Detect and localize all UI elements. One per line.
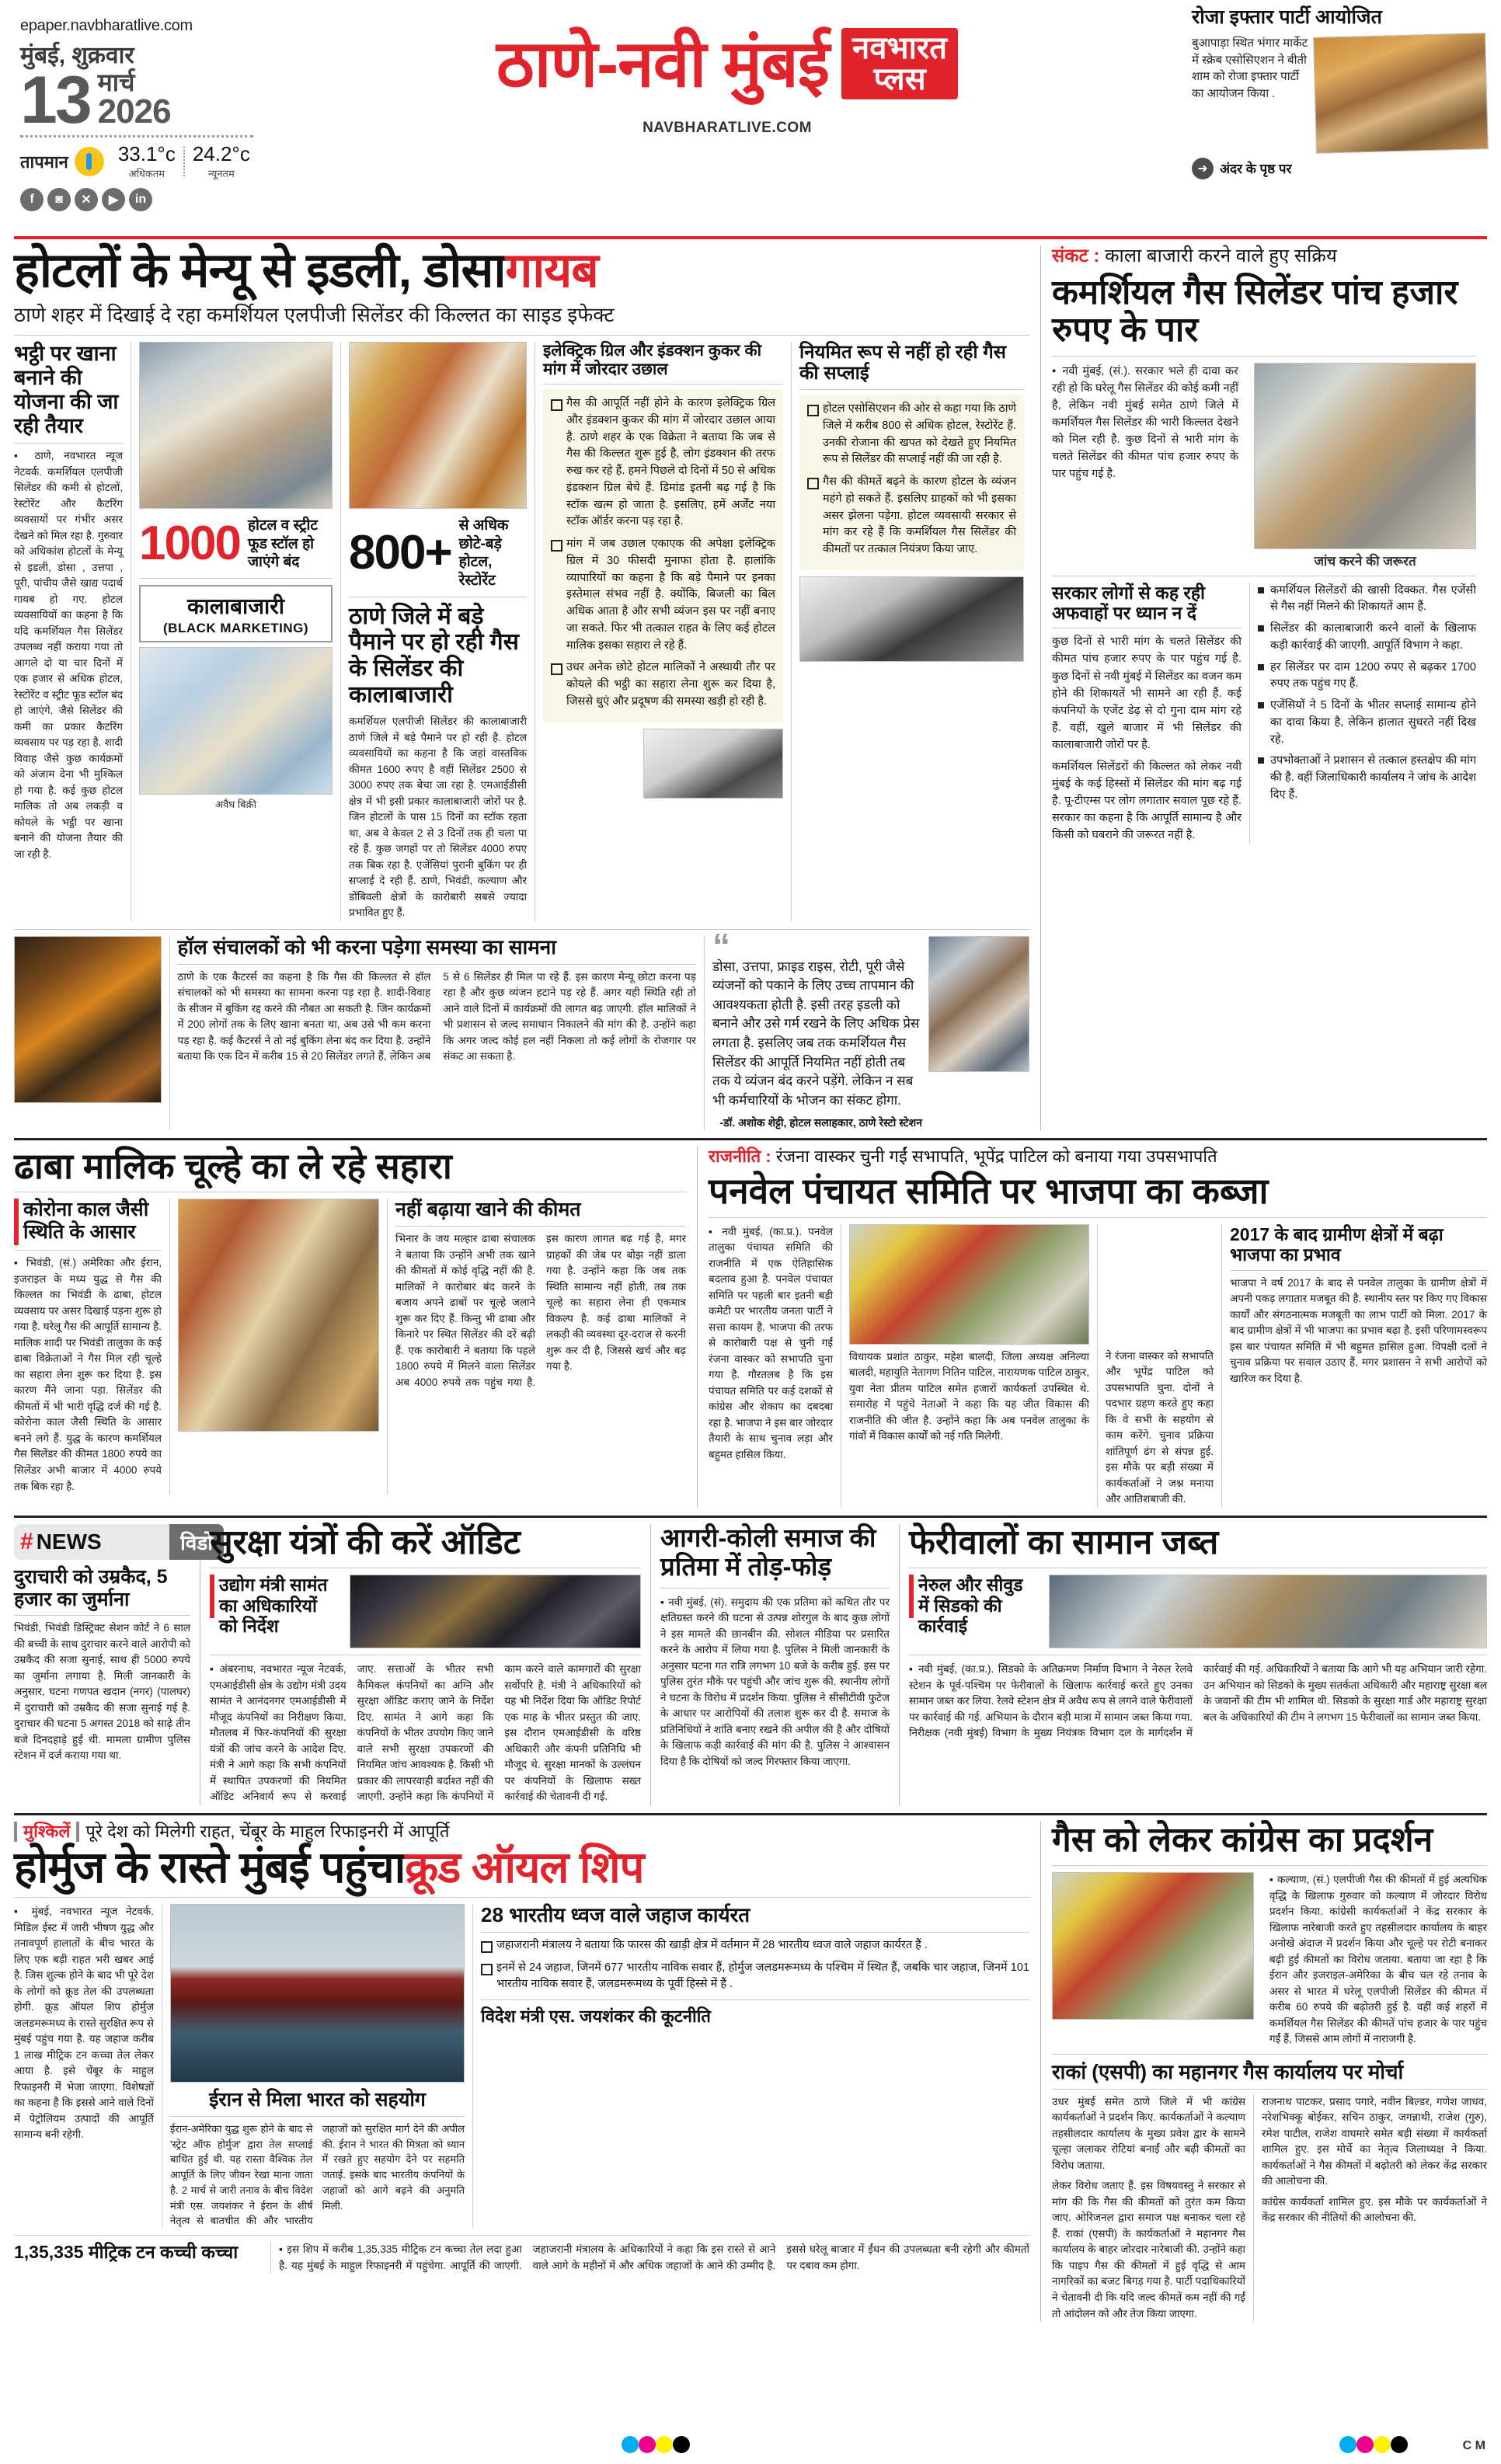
audit-subtitle: उद्योग मंत्री सामंत का अधिकारियों को निर्देश [219,1575,328,1637]
congress-article [1041,1822,1487,2322]
right-bullet: एजेंसियों ने 5 दिनों के भीतर सप्लाई सामान्य होने का दावा किया है, लेकिन हालात सुधरते नहीं दिख रहे. [1258,698,1476,748]
panvel-col-2 [841,1224,1097,1508]
oil-box-item: इनमें से 24 जहाज, जिनमें 677 भारतीय नाविक सवार हैं, होर्मुज जलडमरूमध्य के पश्चिम में स्थित हैं, जबकि चार जहाज, जिनमें 101 भारतीय नाविक सवार हैं, जलडमरूमध्य के पूर्वी हिस्से में हैं . [481,1960,1029,1994]
thermometer-icon [75,147,104,176]
right-bullet-list [1258,583,1476,804]
statue-body: ▪ नवी मुंबई, (सं). समुदाय की एक प्रतिमा को कथित तौर पर क्षतिग्रस्त करने की घटना से उत्पन्न शोरगुल के बाद कुछ लोगों ने इस मामले की छानबीन की. सोशल मीडिया पर प्रसारित करने के आरोप में लिया गया है. पुलिस ने मिली जानकारी के अनुसार घटना गत रात्रि लगभग 10 बजे के करीब हुई. इस पर पुलिस तुरंत मौके पर पहुंची और जांच शुरू की. स्थानीय लोगों ने घटना के विरोध में प्रदर्शन किया. पुलिस ने सीसीटीवी फुटेज के आधार पर आरोपियों की तलाश शुरू कर दी है. समाज के प्रतिनिधियों ने शांति बनाए रखने की अपील की है और दोषियों के खिलाफ कड़ी कार्रवाई की मांग की है. पुलिस ने आश्वासन दिया है कि दोषियों को जल्द गिरफ्तार किया जाएगा. [660,1596,890,1767]
panvel-col-1 [709,1224,841,1508]
oil-bottom-body: ▪ इस शिप में करीब 1,35,335 मीट्रिक टन कच्चा तेल लदा हुआ है. यह मुंबई के माहुल रिफाइनरी में पहुंचेगा. आपूर्ति की जाएगी. जहाजरानी मंत्रालय के अधिकारियों ने कहा कि इस रास्ते से आने वाले आगे के महीनों में और अधिक जहाजों के आने की उम्मीद है. इससे घरेलू बाजार में ईंधन की उपलब्धता बनी रहेगी और कीमतों पर दबाव कम होगा. [279,2243,1029,2271]
lead-headline-black: होटलों के मेन्यू से इडली, डोसा [14,244,506,298]
congress-side-title: राकां (एसपी) का महानगर गैस कार्यालय पर मोर्चा [1052,2059,1404,2083]
right-top [1052,363,1476,569]
section-oil-congress [14,1822,1487,2322]
supply-item: होटल एसोसिएशन की ओर से कहा गया कि ठाणे जिले में करीब 800 से अधिक होटल, रेस्टोरेंट हैं. उनकी रोजाना की खपत को देखते हुए नियमित रूप से सिलेंडर की सप्लाई नहीं की जा रही है. [807,401,1016,468]
oil-bottom-number: 1,35,335 मीट्रिक टन कच्ची कच्चा [14,2242,239,2263]
black-marketing-box [139,585,333,642]
congress-col-1 [1052,1872,1262,2048]
dateline [20,62,270,137]
dhaba-col-3 [387,1199,686,1495]
oil-col-3 [472,1904,1029,2229]
oil-headline-red: क्रूड ऑयल शिप [405,1843,644,1892]
stat-800-text: से अधिक छोटे-बड़े होटल, रेस्टोरेंट [458,517,509,590]
right-kicker-text: काला बाजारी करने वाले हुए सक्रिय [1105,245,1337,266]
date-month: मार्च [97,68,135,96]
congress-body-1: ▪ कल्याण, (सं.) एलपीजी गैस की कीमतों में हुई अत्यधिक वृद्धि के खिलाफ गुरुवार को कल्याण में जोरदार विरोध प्रदर्शन किया. कांग्रेसी कार्यकर्ताओं ने केंद्र सरकार के खिलाफ नारेबाजी करते हुए तहसीलदार कार्यालय के बाहर अनोखे अंदाज में प्रदर्शन किया और चूल्हे पर रोटी बनाकर बढ़ी हुई कीमतों का विरोध जताया. बताया जा रहा है कि ईरान और इजराइल-अमेरिका के बीच चल रहे तनाव के असर से भारत में घरेलू एलपीजी सिलेंडर की कीमत में करीब 60 रुपये की बढ़ोतरी हुई है. वहीं कई शहरों में कमर्शियल गैस सिलेंडर की कीमतें पांच हजार के पार पहुंच गईं हैं, जिससे आम लोगों में नाराजगी है. [1269,1874,1487,2045]
stat-1000-text: होटल व स्ट्रीट फूड स्टॉल हो जाएंगे बंद [247,517,318,571]
audit-photo [350,1575,641,1648]
panvel-col-3 [1097,1224,1221,1508]
masthead [14,0,1487,233]
promo-photo [1313,33,1489,154]
arrow-icon: ➜ [1192,158,1214,179]
hash-icon: # [20,1528,33,1554]
congress-photo [1052,1872,1254,2020]
dhaba-col-1 [14,1199,169,1495]
lead-headline-red: गायब [505,244,598,298]
logo-badge-line2: प्लस [873,62,926,96]
promo-more-label: अंदर के पृष्ठ पर [1220,162,1292,177]
logo [270,28,1184,99]
electric-box [543,389,783,722]
logo-title: ठाणे-नवी मुंबई [496,27,830,100]
lead-headline [14,245,1029,296]
quote-mark-icon: “ [712,925,730,966]
promo-text: बुआपाड़ा स्थित भंगार मार्केट में स्क्रेब एसोसिएशन ने बीती शाम को रोजा इफ्तार पार्टी का आयोजन किया . [1192,36,1308,100]
accent-bar [909,1575,914,1618]
date-year: 2026 [97,92,171,131]
lead-subhead: ठाणे शहर में दिखाई दे रहा कमर्शियल एलपीजी सिलेंडर की किल्लत का साइड इफेक्ट [14,303,615,327]
divider-section-3 [14,1813,1487,1815]
dhaba-right-body: भिनार के जय मल्हार ढाबा संचालक ने बताया कि उन्होंने अभी तक खाने की कीमतों में कोई वृद्धि नहीं की है. मालिकों ने कारोबार बंद करने के बजाय अपने ढाबों पर चूल्हे जलाने शुरू कर दिए हैं. किन्तु भी ढाबा और किनारे पर स्थित सिलेंडर की दरें बढ़ी हैं. एक कारोबारी ने बताया कि पहले 1800 रुपये में मिलने वाला सिलेंडर अब 4000 रुपये तक पहुंच गया है. इस कारण लागत बढ़ गई है, मगर ग्राहकों की जेब पर बोझ नहीं डाला गया है. उन्होंने कहा कि जब तक स्थिति सामान्य नहीं होती, तब तक चूल्हे का सहारा लेना ही एकमात्र विकल्प है. कई ढाबा मालिकों ने लकड़ी की व्यवस्था दूर-दराज से करनी शुरू कर दी है, जिससे खर्च और बढ़ गया है. [395,1233,686,1388]
right-body-2: कुछ दिनों से भारी मांग के चलते सिलेंडर की कीमत पांच हजार रुपए के पार पहुंच गई है. कुछ दिनों से नवी मुंबई में सिलेंडर का वजन कम होने की शिकायतें भी सामने आ रही हैं. कई कंपनियों के एजेंट डेढ़ से दो गुना दाम मांग रहे हैं. वहीं, खुले बाजार में भी सिलेंडर की कालाबाजारी जोरों पर है. [1052,635,1242,751]
facebook-icon[interactable]: f [20,188,44,211]
right-kicker-label: संकट : [1052,245,1100,266]
iran-body: ईरान-अमेरिका युद्ध शुरू होने के बाद से 'स्ट्रेट ऑफ होर्मुज' द्वारा तेल सप्लाई बाधित हुई थी. यह रास्ता वैश्विक तेल आपूर्ति के लिए जीवन रेखा माना जाता है. 2 मार्च से जारी तनाव के बीच विदेश मंत्री एस. जयशंकर ने ईरान के शीर्ष नेतृत्व से बातचीत की और भारतीय जहाजों को सुरक्षित मार्ग देने की अपील की. ईरान ने भारत की मित्रता को ध्यान में रखते हुए सहयोग देने पर सहमति जताई. इसके बाद भारतीय कंपनियों के जहाजों को आगे बढ़ने की अनुमति मिली. [170,2122,465,2227]
accent-bar [210,1575,214,1618]
quote-text: डोसा, उत्तपा, फ्राइड राइस, रोटी, पूरी जैसे व्यंजनों को पकाने के लिए उच्च तापमान की आवश्यकता होती है. इसी तरह इडली को बनाने और उसे गर्म रखने के लिए अधिक प्रेस लगता है. इसलिए जब तक कमर्शियल गैस सिलेंडर की आपूर्ति नियमित नहीं होती तब तक ये व्यंजन बंद करने पड़ेंगे. लेकिन न सब भी कर्मचारियों के भोजन का संकट होगा. [712,959,920,1108]
black-marketing-title: कालाबाजारी [187,594,284,619]
panvel-photo [849,1224,1089,1345]
gas-shop-caption: जांच करने की जरूरत [1314,553,1416,569]
kitchen-photo [139,342,333,509]
supply-item: गैस की कीमतें बढ़ने के कारण होटल के व्यंजन महंगे हो सकते हैं. इसलिए ग्राहकों को भी इसका असर झेलना पड़ेगा. होटल व्यवसायी सरकार से मांग कर रहे हैं कि कमर्शियल गैस सिलेंडर की कीमतों पर तत्काल नियंत्रण किया जाए. [807,474,1016,559]
expert-portrait [928,936,1029,1072]
right-body-3: कमर्शियल सिलेंडरों की किल्लत को लेकर नवी मुंबई के कई हिस्सों में सिलेंडर की मांग बढ़ गई है. पू-टीएम्स पर लोग लगातार सवाल पूछ रहे हैं. सरकार का कहना है कि आपूर्ति सामान्य है और किसी को घबराने की जरूरत नहीं है. [1052,760,1242,841]
panvel-side-title: 2017 के बाद ग्रामीण क्षेत्रों में बढ़ा भाजपा का प्रभाव [1230,1223,1444,1265]
supply-headline: नियमित रूप से नहीं हो रही गैस की सप्लाई [799,341,1006,385]
cartoon-illustration [139,647,333,795]
temperature-label: तापमान [20,151,68,172]
dhaba-right-title: नहीं बढ़ाया खाने की कीमत [395,1199,581,1221]
right-bullets-col [1250,583,1476,844]
panvel-side [1221,1224,1487,1508]
logo-badge-line1: नवभारत [852,31,948,65]
oil-kicker-label: मुश्किलें [23,1821,71,1841]
hall-photo-col [14,936,169,1130]
stat-800-number: 800+ [349,525,451,579]
youtube-icon[interactable]: ▶ [102,188,125,211]
dhaba-photo [178,1199,379,1432]
temp-min-value: 24.2°c [192,142,250,165]
epaper-url[interactable]: epaper.navbharatlive.com [20,17,193,34]
dhaba-article [14,1147,698,1508]
panvel-body-1: ▪ नवी मुंबई, (का.प्र.). पनवेल तालुका पंचायत समिति की राजनीति में एक ऐतिहासिक बदलाव हुआ है. पनवेल पंचायत समिति पर पहली बार इतनी बड़ी कमेटी पर भारतीय जनता पार्टी ने सत्ता कायम है. भाजपा की तरफ से कारोबारी पक्ष से चुनी गईं रंजना वास्कर को सभापति चुना गया है. गौरतलब है कि इस पंचायत समिति पर कई दशकों से कांग्रेस और शेकाप का दबदबा रहा है. भाजपा ने इस बार जोरदार तैयारी के साथ चुनाव लड़ा और बहुमत हासिल किया. [709,1225,833,1460]
cmyk-marks-left [622,2436,690,2453]
lead-col-a [14,342,131,921]
news-video-body: भिवंडी, भिवंडी डिस्ट्रिक्ट सेशन कोर्ट ने 6 साल की बच्ची के साथ दुराचार करने वाले आरोपी को उम्रकैद की सजा सुनाई, साथ ही 5000 रुपये का जुर्माना लगाया है. मिली जानकारी के अनुसार, घटना गणपत खदान (नगर) (पालघर) में दुराचारी को उम्रकैद की सजा सुनाई गई है. दुराचार की घटना 5 अगस्त 2018 को साढ़े तीन बजे दिनदहाड़े हुई थी. मामला ग्रामीण पुलिस स्टेशन में दर्ज कराया गया था. [14,1622,190,1762]
oil-headline [14,1845,1029,1891]
panvel-kicker-label: राजनीति : [709,1146,771,1166]
statue-headline: आगरी-कोली समाज की प्रतिमा में तोड़-फोड़ [660,1523,876,1581]
congress-col-2 [1262,1872,1487,2048]
stat-1000 [139,517,333,572]
divider-section-2 [14,1516,1487,1518]
dhaba-headline: ढाबा मालिक चूल्हे का ले रहे सहारा [14,1145,452,1186]
section-four-up [14,1524,1487,1805]
promo-more-link[interactable] [1192,158,1487,179]
lead-col-b [131,342,340,921]
minister-title: विदेश मंत्री एस. जयशंकर की कूटनीति [481,2006,711,2027]
dhaba-left-body: ▪ भिवंडी, (सं.) अमेरिका और ईरान, इजराइल के मध्य युद्ध से गैस की किल्लत का भिवंडी के ढाबा, होटल व्यवसाय पर असर दिखाई पड़ना शुरू हो गया है. घरेलू गैस की आपूर्ति सामान्य है. मालिक शादी पर भिवंडी तालुका के कई ढाबा विक्रेताओं ने गैस मिल रही चूल्हे का सहारा लेना शुरू कर दिया है. इस कारण मैंने जाना पड़ा. सिलेंडर की कीमतों में भी भारी वृद्धि दर्ज की गई है. कोरोना काल जैसी स्थिति के आसार बनने लगे हैं. युद्ध के कारण कमर्शियल गैस सिलेंडर की कीमत 1800 रुपये का सिलेंडर अभी बाजार में 4000 रुपये तक बिक रहा है. [14,1257,162,1492]
masthead-left [14,0,270,211]
linkedin-icon[interactable]: in [129,188,152,211]
hawkers-headline: फेरीवालों का सामान जब्त [909,1523,1219,1561]
panvel-body-3: ने रंजना वास्कर को सभापति और भूपेंद्र पाटिल को उपसभापति चुना. दोनों ने पदभार ग्रहण करते हुए कहा कि वे सभी के सहयोग से काम करेंगे. चुनाव प्रक्रिया शांतिपूर्ण ढंग से संपन्न हुई. इस मौके पर बड़ी संख्या में कार्यकर्ताओं ने जश्न मनाया और आतिशबाजी की. [1106,1349,1214,1505]
right-photo-col [1246,363,1476,569]
hawkers-article [900,1524,1487,1805]
cartoon-caption: अवैध बिक्री [215,799,256,811]
temperature-min [185,142,258,180]
stat-800 [349,517,527,590]
oil-box-item: जहाजरानी मंत्रालय ने बताया कि फारस की खाड़ी क्षेत्र में वर्तमान में 28 भारतीय ध्वज वाले जहाज कार्यरत हैं . [481,1937,1029,1954]
right-body-1: ▪ नवी मुंबई, (सं.). सरकार भले ही दावा कर रही हो कि घरेलू गैस सिलेंडर की कोई कमी नहीं है, लेकिन नवी मुंबई समेत ठाणे जिले में कमर्शियल गैस सिलेंडर की भारी किल्लत देखने को मिल रही है. कुछ दिनों से भारी मांग के चलते सिलेंडर की कीमत पांच हजार रुपए के पार पहुंच गई है. [1052,364,1238,480]
panvel-headline: पनवेल पंचायत समिति पर भाजपा का कब्जा [709,1171,1269,1212]
oil-box-list [481,1937,1029,1993]
dhaba-subtitle: कोरोना काल जैसी स्थिति के आसार [23,1199,149,1244]
induction-cooker-photo [643,729,783,799]
right-bullet: सिलेंडर की कालाबाजारी करने वालों के खिलाफ कड़ी कार्रवाई की जाएगी. आपूर्ति विभाग ने कहा. [1258,621,1476,655]
right-bullet: उपभोक्ताओं ने प्रशासन से तत्काल हस्तक्षेप की मांग की है. वहीं जिलाधिकारी कार्यालय ने जांच के आदेश दिए हैं. [1258,753,1476,803]
panvel-article [698,1147,1487,1508]
stove-fire-photo [14,936,162,1103]
pan-photo [799,576,1024,662]
lead-package [14,245,1487,1130]
divider-section-1 [14,1138,1487,1140]
oil-headline-black: होर्मुज के रास्ते मुंबई पहुंचा [14,1843,406,1892]
oil-kicker [14,1822,1029,1842]
electric-item: मांग में जब उछाल एकाएक की अपेक्षा इलेक्ट्रिक ग्रिल में 30 फीसदी मुनाफा होता है. हालांकि व्यापारियों का कहना है कि बड़े पैमाने पर इनका इस्तेमाल संभव नहीं है. क्योंकि, बिजली का बिल अधिक आता है और सभी व्यंजन इस पर नहीं बनाए जा सकते. फिर भी तत्काल राहत के लिए कई होटल मालिक इसका सहारा ले रहे हैं. [551,536,775,654]
black-marketing-subtitle: (BLACK MARKETING) [163,621,308,636]
quote-attribution: -डॉ. अशोक शेट्टी, होटल सलाहकार, ठाणे रेस्टो स्टेशन [719,1115,922,1129]
hall-row [14,925,1029,1130]
gas-shop-photo [1254,363,1476,549]
temp-min-label: न्यूनतम [207,168,235,179]
logo-badge [841,28,958,99]
electric-item: उधर अनेक छोटे होटल मालिकों ने अस्थायी तौर पर कोयले की भट्ठी का सहारा लेना शुरू कर दिया है, जिससे धुएं और प्रदूषण की समस्या खड़ी हो रही है. [551,660,775,710]
hawkers-subtitle: नेरुल और सीवुड में सिडको की कार्रवाई [918,1575,1023,1637]
video-label[interactable]: विडो [169,1524,224,1560]
lead-left [14,245,1041,1130]
promo-title: रोजा इफ्तार पार्टी आयोजित [1192,6,1382,28]
supply-box [799,395,1024,570]
lead-col-e [791,342,1024,921]
food-photo [349,342,527,509]
right-kicker [1052,245,1476,268]
social-links[interactable] [20,188,270,211]
temp-max-label: अधिकतम [128,168,165,179]
corner-registration-mark: C M [1462,2439,1485,2452]
dhaba-col-2 [169,1199,387,1495]
audit-article [200,1524,651,1805]
section-dhaba-panvel [14,1147,1487,1508]
panvel-kicker [709,1147,1487,1167]
panvel-body-2: विधायक प्रशांत ठाकुर, महेश बालदी, जिला अध्यक्ष अनिल्या बालदी, महायुति नेतागण नितिन पाटिल, नारायणक पाटिल ठाकुर, युवा नेता प्रीतम पाटिल समेत हजारों कार्यकर्ता उपस्थित थे. समारोह में पहुंचे नेताओं ने कहा कि यह जीत विकास की राजनीति की जीत है. उन्होंने कहा कि अब पनवेल तालुका के गांवों में विकास कार्यों को नई गति मिलेगी. [849,1350,1089,1443]
mid-body: कमर्शियल एलपीजी सिलेंडर की कालाबाजारी ठाणे जिले में बड़े पैमाने पर हो रही है. होटल व्यवसायियों का कहना है कि जहां वास्तविक कीमत 1600 रुपए है वहीं सिलेंडर 2500 से 3000 रुपए तक बेचा जा रहा है. एमआईडीसी क्षेत्र में भी इसी प्रकार कालाबाजारी जोरों पर है. जिन होटलों के पास 15 दिनों का स्टॉक रहता था, अब वे केवल 2 से 3 दिनों तक ही चला पा रहे हैं. कुछ जगहों पर तो सिलेंडर 4000 रुपए तक बिक रहा है. एजेंसियां पुरानी बुकिंग पर ही सप्लाई दे रही हैं. ठाणे, भिवंडी, कल्याण और डोंबिवली क्षेत्रों के कारोबारी सबसे ज्यादा प्रभावित हुए हैं. [349,715,527,919]
oil-box-title: 28 भारतीय ध्वज वाले जहाज कार्यरत [481,1903,750,1927]
right-column [1041,245,1476,1130]
hawkers-body: ▪ नवी मुंबई, (का.प्र.). सिडको के अतिक्रमण निर्माण विभाग ने नेरुल रेलवे स्टेशन के पूर्व-पश्चिम पर फेरीवालों के खिलाफ कार्रवाई करते हुए उनका सामान जब्त कर लिया. रेलवे स्टेशन क्षेत्र में अवैध रूप से लगने वाले फेरीवालों पर कार्रवाई की गई. अभियान के दौरान बड़ी मात्रा में सामान जब्त किया गया. निरीक्षक (नवी मुंबई) विभाग के मुख्य नियंत्रक विभाग दल के मार्गदर्शन में कार्रवाई की गई. अधिकारियों ने बताया कि आगे भी यह अभियान जारी रहेगा. उन अभियान को सिडको के मुख्य सतर्कता अधिकारी और महाराष्ट्र सुरक्षा बल के जवानों की टीम भी शामिल थी. सिडको के सुरक्षा गार्ड और महाराष्ट्र सुरक्षा बल के अधिकारियों की टीम ने लगभग 15 फेरीवालों का सामान जब्त किया. [909,1663,1487,1739]
lead-top-row [14,342,1029,921]
right-bullet: हर सिलेंडर पर दाम 1200 रुपए से बढ़कर 1700 रुपए तक पहुंच गए हैं. [1258,660,1476,694]
hall-headline: हॉल संचालकों को भी करना पड़ेगा समस्या का सामना [177,934,556,959]
oil-ship-photo [170,1904,465,2083]
quote-block [704,925,1029,1130]
iran-title: ईरान से मिला भारत को सहयोग [209,2089,426,2111]
news-video-badge[interactable] [14,1524,224,1560]
right-sub-headline: सरकार लोगों से कह रही अफवाहों पर ध्यान न दें [1052,582,1206,624]
temperature-max [110,142,183,180]
oil-body: ▪ मुंबई, नवभारत न्यूज नेटवर्क. मिडिल ईस्ट में जारी भीषण युद्ध और तनावपूर्ण हालातों के बीच भारत के लिए एक बड़ी राहत भरी खबर आई है. जिस शुल्क होने के बाद भी पूरे देश के लोगों को क्रूड तेल की उपलब्धता होगी. क्रूड ऑयल शिप होर्मुज जलडमरूमध्य के रास्ते सुरक्षित रूप से मुंबई पहुंच गया है. यह जहाज करीब 1 लाख मीट्रिक टन कच्चा तेल लेकर आया है. इसे चेंबूर के माहुल रिफाइनरी में भेजा जाएगा. विशेषज्ञों का कहना है कि इससे आने वाले दिनों में पेट्रोलियम उत्पादों की आपूर्ति सामान्य बनी रहेगी. [14,1905,154,2141]
oil-col-1 [14,1904,162,2229]
audit-headline: सुरक्षा यंत्रों की करें ऑडिट [210,1523,521,1561]
congress-side-body: लेकर विरोध जताए हैं. इस विषयवस्तु ने सरकार से मांग की कि गैस की कीमतों को तुरंत कम किया जाए. ओरिजनल द्वारा समाज पक्ष बनाकर चला रहे हैं. राकां (एसपी) के कार्यकर्ताओं ने महानगर गैस कार्यालय के बाहर जोरदार नारेबाजी की. उन्होंने कहा कि पाइप गैस की कीमतों में हुई वृद्धि से आम नागरिकों का बजट बिगड़ गया है. पार्टी पदाधिकारियों ने चेतावनी दी कि यदि जल्द कीमतें कम नहीं की गईं तो आंदोलन को और तेज किया जाएगा. [1052,2180,1245,2320]
hall-body: ठाणे के एक कैटरर्स का कहना है कि गैस की किल्लत से हॉल संचालकों को भी समस्या का सामना करना पड़ रहा है. शादी-विवाह के सीजन में बुकिंग रद्द करने की नौबत आ सकती है. जिन कार्यक्रमों में 200 लोगों तक के लिए खाना बनता था, अब उसे भी कम करना पड़ रहा है. कई कैटरर्स ने तो नई बुकिंग लेना बंद कर दिया है. उन्होंने बताया कि एक दिन में करीब 15 से 20 सिलेंडर लगते हैं, लेकिन अब 5 से 6 सिलेंडर ही मिल पा रहे हैं. इस कारण मेन्यू छोटा करना पड़ रहा है और कुछ व्यंजन हटाने पड़ रहे हैं. अगर यही स्थिति रही तो आने वाले दिनों में कार्यक्रमों की लागत बढ़ जाएगी. हॉल मालिकों ने भी प्रशासन से जल्द समाधान निकालने की मांग की है. उन्होंने कहा कि अगर जल्द कोई हल नहीं निकला तो कई लोगों के रोजगार पर संकट आ सकता है. [177,970,696,1063]
electric-item: गैस की आपूर्ति नहीं होने के कारण इलेक्ट्रिक ग्रिल और इंडक्शन कुकर की मांग में जोरदार उछाल आया है. ठाणे शहर के एक विक्रेता ने बताया कि जब से गैस की किल्लत शुरू हुई है, लोग इंडक्शन की तरफ रुख कर रहे हैं. हमने पिछले दो दिनों में 50 से अधिक इंडक्शन ग्रिल बेचे हैं. डिमांड इतनी बढ़ गई है कि स्टॉक खत्म हो जाता है. इसलिए, हमें अर्जेंट नया स्टॉक ऑर्डर करना पड़ रहा है. [551,395,775,531]
audit-body: ▪ अंबरनाथ, नवभारत न्यूज नेटवर्क, एमआईडीसी क्षेत्र के उद्योग मंत्री उदय सामंत ने आनंदनगर एमआईडीसी में मौजूद कंपनियों का निरीक्षण किया. मौतलब में फिर-कंपनियों की सुरक्षा यंत्रों की जांच करने के आदेश दिए. मंत्री ने आगे कहा कि सभी कंपनियों में स्थापित उपकरणों की नियमित ऑडिट अनिवार्य रूप से करवाई जाए. सत्ताओं के भीतर सभी कैमिकल कंपनियों का अग्नि और सुरक्षा ऑडिट कराए जाने के निर्देश दिए. सामंत ने आगे कहा कि कंपनियों के भीतर उपयोग किए जाने वाले सभी सुरक्षा उपकरणों की नियमित जांच आवश्यक है. किसी भी प्रकार की लापरवाही बर्दाश्त नहीं की जाएगी. उन्होंने कहा कि कंपनियों में काम करने वाले कामगारों की सुरक्षा सर्वोपरि है. मंत्री ने अधिकारियों को यह भी निर्देश दिया कि ऑडिट रिपोर्ट एक माह के भीतर प्रस्तुत की जाए. इस दौरान एमआईडीसी के वरिष्ठ अधिकारी और कंपनी प्रतिनिधि भी मौजूद थे. सुरक्षा मानकों के उल्लंघन पर कंपनियों के खिलाफ सख्त कार्रवाई की चेतावनी दी गई. [210,1663,641,1803]
hall-text-col [169,936,704,1130]
mid-headline: ठाणे जिले में बड़े पैमाने पर हो रही गैस के सिलेंडर की कालाबाजारी [349,603,519,708]
electric-headline: इलेक्ट्रिक ग्रिल और इंडक्शन कुकर की मांग में जोरदार उछाल [543,341,762,379]
lead-col-d [535,342,791,921]
oil-bottom [14,2242,1029,2274]
website-url[interactable]: NAVBHARATLIVE.COM [643,120,812,136]
right-sub-col [1052,583,1250,844]
masthead-center [270,0,1184,137]
congress-side-body-2: राजनाथ पाटकर, प्रसाद पगारे, नवीन बिल्डर, गणेश जाधव, नरेशभिक्कू बोईकर, सचिन ठाकुर, जगन्नाथी, राजेश (गुरु), रमेश पाटील, राजेश वाघमारे समेत बड़ी संख्या में कार्यकर्ता शामिल हुए. इस मोर्चे का नेतृत्व जिलाध्यक्ष ने किया. कार्यकर्ताओं ने गैस कीमतों में बढ़ोतरी को लेकर केंद्र सरकार की आलोचना की. [1262,2095,1487,2187]
date-day: 13 [20,62,90,137]
oil-kicker-text: पूरे देश को मिलेगी राहत, चेंबूर के माहुल रिफाइनरी में आपूर्ति [85,1821,450,1841]
right-headline: कमर्शियल गैस सिलेंडर पांच हजार रुपए के पार [1052,273,1458,350]
lead-box-title: भट्ठी पर खाना बनाने की योजना की जा रही तैयार [14,341,119,438]
city-day: मुंबई, शुक्रवार [20,43,134,68]
x-twitter-icon[interactable]: ✕ [75,188,98,211]
cmyk-marks-right [1339,2436,1408,2453]
oil-article [14,1822,1041,2322]
stat-1000-number: 1000 [139,517,240,571]
temp-max-value: 33.1°c [117,142,176,165]
statue-article [651,1524,900,1805]
panvel-kicker-text: रंजना वास्कर चुनी गईं सभापति, भूपेंद्र पाटिल को बनाया गया उपसभापति [775,1146,1217,1166]
congress-headline: गैस को लेकर कांग्रेस का प्रदर्शन [1052,1820,1433,1859]
news-video-title: दुराचारी को उम्रकैद, 5 हजार का जुर्माना [14,1565,168,1610]
hawkers-photo [1049,1575,1487,1648]
right-bottom [1052,583,1476,844]
accent-bar [14,1199,19,1245]
news-label: NEWS [36,1529,102,1554]
temperature-block [20,142,270,180]
panvel-side-body: भाजपा ने वर्ष 2017 के बाद से पनवेल तालुका के ग्रामीण क्षेत्रों में अपनी पकड़ लगातार मजबूत की है. स्थानीय स्तर पर किए गए विकास कार्यों और संगठनात्मक मजबूती का लाभ पार्टी को मिला. 2017 के बाद ग्रामीण क्षेत्रों में भी भाजपा का प्रभाव बढ़ा है. इसी परिणामस्वरूप इस बार पंचायत समिति में भी बहुमत हासिल हुआ. विपक्षी दलों ने चुनाव प्रक्रिया पर सवाल उठाए हैं, मगर प्रशासन ने सभी आरोपों को खारिज कर दिया है. [1230,1276,1487,1384]
lead-left-body: ▪ ठाणे, नवभारत न्यूज नेटवर्क. कमर्शियल एलपीजी सिलेंडर की कमी से होटलों, रेस्टोरेंट और कैटरिंग व्यवसायों पर गंभीर असर देखने को मिल रहा है. गुरुवार को अधिकांश होटलों के मेन्यू से इडली, डोसा , उत्तपा , पूरी, पांचीय जैसे खाद्य पदार्थ गायब हो गए. होटल व्यवसायियों का कहना है कि यदि कमर्शियल गैस सिलेंडर उपलब्ध नहीं कराया गया तो आगले दो या चार दिनों में एक हजार से अधिक होटल, रेस्टोरेंट व स्ट्रीट फूड स्टॉल बंद हो जाएंगे. जैसे सिलेंडर की कमी का प्रकार कैटरिंग व्यवसाय पर पड़ रहा है. शादी विवाह जैसे कुछ कार्यक्रमों को अंजाम देना भी मुश्किल हो गया है. कई कुछ होटल मालिक तो अब लकड़ी व कोयले के भट्ठी पर खाना बनाने की योजना तैयार की जा रही है. [14,450,123,860]
masthead-promo [1184,0,1487,179]
lead-col-c [340,342,535,921]
congress-side-body-3: कांग्रेस कार्यकर्ता शामिल हुए. इस मौके पर कार्यकर्ताओं ने केंद्र सरकार की नीतियों की आलोचना की. [1262,2195,1487,2224]
divider-red-top [14,236,1487,239]
news-video-block [14,1524,213,1805]
congress-body-2: उधर मुंबई समेत ठाणे जिले में भी कांग्रेस कार्यकर्ताओं ने प्रदर्शन किए. कार्यकर्ताओं ने कल्याण तहसीलदार कार्यालय के मुख्य प्रवेश द्वार के सामने चूल्हा जलाकर रोटियां बनाईं और बढ़ी कीमतों का विरोध जताया. [1052,2095,1245,2171]
instagram-icon[interactable]: ◙ [47,188,71,211]
right-bullet: कमर्शियल सिलेंडरों की खासी दिक्कत. गैस एजेंसी से गैस नहीं मिलने की शिकायतें आम हैं. [1258,583,1476,617]
oil-col-2 [162,1904,472,2229]
right-text-col [1052,363,1246,569]
